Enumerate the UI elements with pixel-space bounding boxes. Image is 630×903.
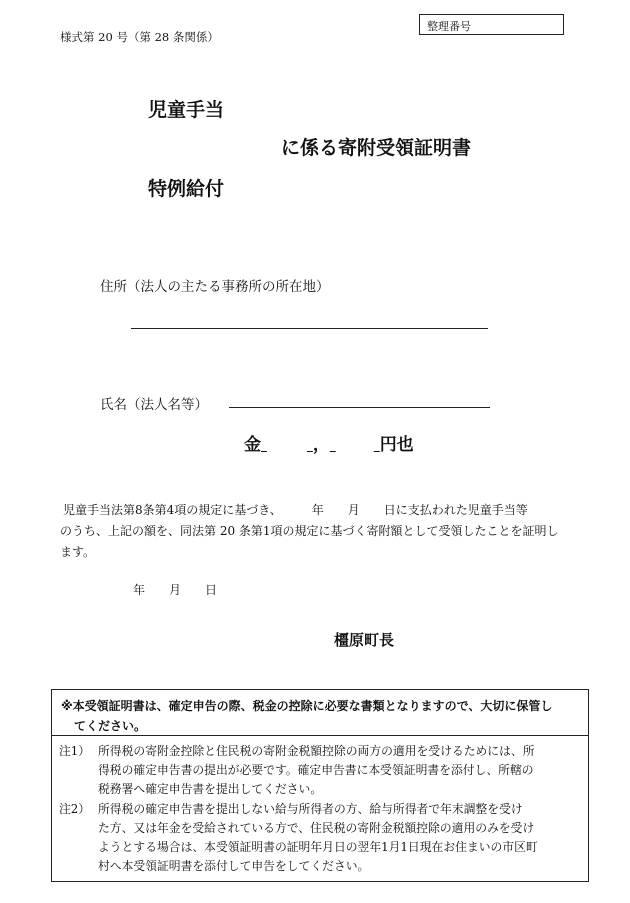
issuer-name: 橿原町長 xyxy=(334,631,395,649)
address-field-line[interactable] xyxy=(131,328,488,329)
warning-line-1: ※本受領証明書は、確定申告の際、税金の控除に必要な書類となりますので、大切に保管し xyxy=(61,699,553,713)
note-1-line-3: 税務署へ確定申告書を提出してください。 xyxy=(98,782,323,796)
note-2-line-3: ようとする場合は、本受領証明書の証明年月日の翌年1月1日現在お住まいの市区町 xyxy=(98,840,538,854)
note-2-line-1: 所得税の確定申告書を提出しない給与所得者の方、給与所得者で年末調整を受け xyxy=(98,802,523,816)
amount-prefix: 金 xyxy=(244,435,261,455)
amount-line xyxy=(244,430,414,455)
statement-line-2: のうち、上記の額を、同法第 20 条第1項の規定に基づく寄附額として受領したことを証明し xyxy=(60,524,559,538)
note-2-number: 注2） xyxy=(59,802,91,816)
notice-box xyxy=(51,689,589,882)
name-field-line[interactable] xyxy=(229,407,490,408)
reference-number-box[interactable] xyxy=(419,14,564,35)
title-line-child-allowance: 児童手当 xyxy=(148,99,225,121)
note-1-number: 注1） xyxy=(59,744,91,758)
title-line-certificate: に係る寄附受領証明書 xyxy=(281,137,472,159)
amount-suffix: 円也 xyxy=(379,435,414,455)
notice-warning xyxy=(52,690,588,736)
note-2-line-2: た方、又は年金を受給されている方で、住民税の寄附金税額控除の適用のみを受け xyxy=(98,821,535,835)
reference-number-label: 整理番号 xyxy=(427,20,471,33)
statement-line-1: 児童手当法第8条第4項の規定に基づき、 年 月 日に支払われた児童手当等 xyxy=(63,503,528,517)
form-number: 様式第 20 号（第 28 条関係） xyxy=(60,30,219,44)
warning-line-2: てください。 xyxy=(74,719,147,733)
amount-separator: ， xyxy=(312,435,330,455)
issue-date: 年 月 日 xyxy=(133,583,218,597)
note-2-line-4: 村へ本受領証明書を添付して申告をしてください。 xyxy=(98,859,370,873)
name-label: 氏名（法人名等） xyxy=(100,397,208,413)
note-1-line-2: 得税の確定申告書の提出が必要です。確定申告書に本受領証明書を添付し、所轄の xyxy=(98,763,534,777)
address-label: 住所（法人の主たる事務所の所在地） xyxy=(100,279,330,295)
title-line-special-benefit: 特例給付 xyxy=(148,178,225,200)
statement-line-3: ます。 xyxy=(60,545,96,559)
note-1-line-1: 所得税の寄附金控除と住民税の寄附金税額控除の両方の適用を受けるためには、所 xyxy=(98,744,535,758)
